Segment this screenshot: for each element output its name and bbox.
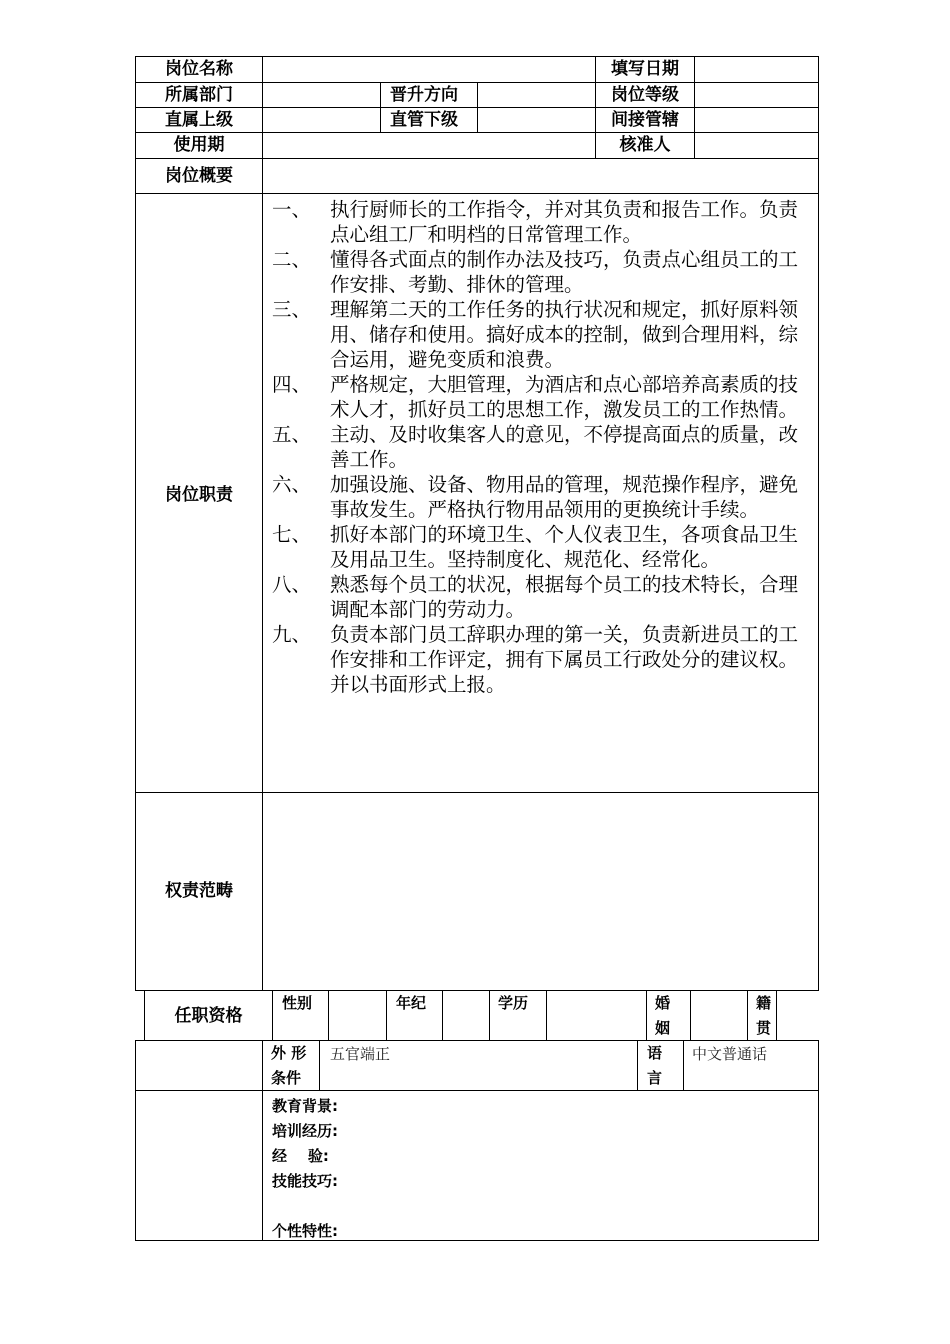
grid-line [262,56,263,991]
experience-label: 经 验: [272,1147,329,1165]
position-name-label: 岗位名称 [165,59,233,79]
duty-number: 五、 [272,423,312,446]
grid-line [135,1090,819,1091]
marital-label-1: 婚 [655,994,671,1012]
indirect-jurisdiction-label: 间接管辖 [611,110,679,130]
duty-text: 熟悉每个员工的状况，根据每个员工的技术特长，合理调配本部门的劳动力。 [330,573,799,621]
grid-line [135,792,819,793]
duty-number: 一、 [272,198,312,221]
grid-line [135,56,819,57]
grid-line [262,1040,263,1241]
education-background-label: 教育背景: [272,1097,338,1115]
duty-number: 八、 [272,573,312,596]
duty-text: 负责本部门员工辞职办理的第一关，负责新进员工的工作安排和工作评定，拥有下属员工行政处分的建议权。并以书面形式上报。 [330,623,799,696]
duty-number: 二、 [272,248,312,271]
duties-label: 岗位职责 [165,485,233,505]
duty-text: 懂得各式面点的制作办法及技巧，负责点心组员工的工作安排、考勤、排休的管理。 [330,248,799,296]
gender-label: 性别 [282,994,313,1012]
usage-period-label: 使用期 [173,135,225,155]
duty-text: 抓好本部门的环境卫生、个人仪表卫生，各项食品卫生及用品卫生。坚持制度化、规范化、经常化。 [330,523,799,571]
grid-line [477,82,478,133]
appearance-label-2: 条件 [271,1069,302,1087]
grid-line [546,990,547,1040]
grid-line [328,990,329,1040]
overview-label: 岗位概要 [165,166,233,186]
duty-text: 理解第二天的工作任务的执行状况和规定，抓好原料领用、储存和使用。搞好成本的控制，做到合理用料，综合运用，避免变质和浪费。 [330,298,799,371]
grid-line [135,1040,819,1041]
language-value: 中文普通话 [692,1045,768,1063]
marital-label-2: 姻 [655,1019,671,1037]
grid-line [272,990,273,1040]
duty-text: 加强设施、设备、物用品的管理，规范操作程序，避免事故发生。严格执行物用品领用的更换统计手续。 [330,473,799,521]
grid-line [386,990,387,1040]
duty-item [272,297,812,372]
personality-label: 个性特性: [272,1222,338,1240]
language-label-1: 语 [647,1044,663,1062]
skills-label: 技能技巧: [272,1172,338,1190]
approver-label: 核准人 [619,135,671,155]
age-label: 年纪 [396,994,427,1012]
position-level-label: 岗位等级 [611,85,679,105]
duty-text: 执行厨师长的工作指令，并对其负责和报告工作。负责点心组工厂和明档的日常管理工作。 [330,198,799,246]
duty-number: 七、 [272,523,312,546]
fill-date-label: 填写日期 [611,59,679,79]
duty-number: 六、 [272,473,312,496]
duty-text: 严格规定，大胆管理，为酒店和点心部培养高素质的技术人才，抓好员工的思想工作，激发员工的工作热情。 [330,373,799,421]
qualification-details [272,1094,338,1244]
grid-line [776,990,777,1040]
grid-line [683,1040,684,1091]
training-experience-label: 培训经历: [272,1122,338,1140]
grid-line [690,990,691,1040]
grid-line [135,1040,136,1241]
education-label: 学历 [498,994,529,1012]
duties-list [272,197,812,697]
grid-line [135,193,819,194]
duty-item [272,422,812,472]
grid-line [818,56,819,991]
appearance-label-1: 外 形 [271,1044,307,1062]
duty-number: 三、 [272,298,312,321]
promotion-direction-label: 晋升方向 [390,85,458,105]
appearance-value: 五官端正 [330,1045,391,1063]
direct-subordinate-label: 直管下级 [390,110,458,130]
grid-line [380,82,381,133]
duty-item [272,572,812,622]
duty-text: 主动、及时收集客人的意见，不停提高面点的质量，改善工作。 [330,423,799,471]
grid-line [646,990,647,1040]
grid-line [135,56,136,991]
duty-number: 九、 [272,623,312,646]
grid-line [637,1040,638,1091]
duty-item [272,522,812,572]
grid-line [135,990,819,991]
duty-item [272,472,812,522]
grid-line [747,990,748,1040]
origin-label-2: 贯 [756,1019,772,1037]
duty-item [272,247,812,297]
language-label-2: 言 [647,1069,663,1087]
duty-item [272,197,812,247]
blank-line [272,1194,338,1219]
department-label: 所属部门 [165,85,233,105]
origin-label-1: 籍 [756,994,772,1012]
grid-line [489,990,490,1040]
grid-line [319,1040,320,1091]
duty-item [272,622,812,697]
authority-label: 权责范畴 [165,881,233,901]
grid-line [694,56,695,159]
direct-superior-label: 直属上级 [165,110,233,130]
grid-line [818,1040,819,1241]
duty-number: 四、 [272,373,312,396]
grid-line [442,990,443,1040]
qualification-label: 任职资格 [174,1006,243,1026]
duty-item [272,372,812,422]
grid-line [135,1240,819,1241]
grid-line [135,158,819,159]
